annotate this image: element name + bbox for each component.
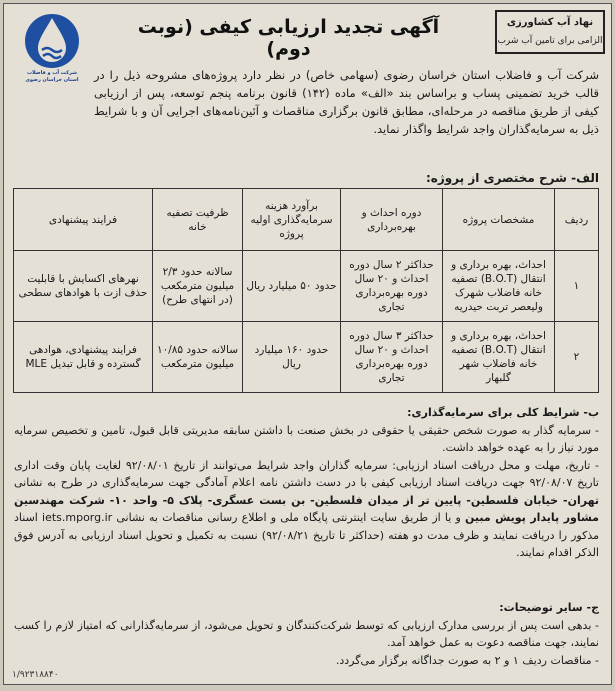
notice-code: ۱/۹۲۳۱۸۸۴۰	[12, 670, 59, 680]
org-box	[495, 10, 605, 54]
cell-capacity: سالانه حدود ۱۰/۸۵ میلیون مترمکعب	[153, 322, 243, 393]
cell-process: فرایند پیشنهادی، هوادهی گسترده و قابل تبدیل MLE	[14, 322, 153, 393]
company-logo	[14, 12, 90, 86]
cell-period: حداکثر ۲ سال دوره احداث و ۲۰ سال دوره بهره‌برداری تجاری	[341, 251, 443, 322]
section-c	[14, 599, 599, 669]
intro-paragraph: شرکت آب و فاضلاب استان خراسان رضوی (سهامی خاص) در نظر دارد پروژه‌های مشروحه ذیل را در قالب خرید تضمینی پساب و براساس بند «الف» ماده (۱۴۲) قانون برنامه پنجم توسعه، پس از ارزیابی کیفی از طریق مناقصه در مرحله‌ای، مطابق قانون برگزاری مناقصات و آئین‌نامه‌های اجرایی آن و با شرایط ذیل به سرمایه‌گذاران واجد شرایط واگذار نماید.	[94, 68, 600, 136]
cell-spec: احداث، بهره برداری و انتقال (B.O.T) تصفیه خانه فاضلاب شهر گلبهار	[443, 322, 555, 393]
col-header-spec: مشخصات پروژه	[443, 189, 555, 251]
water-drop-logo-icon	[22, 12, 82, 70]
org-line-1: نهاد آب کشاورزی	[506, 17, 594, 28]
notice-page	[3, 3, 612, 685]
col-header-row: ردیف	[555, 189, 599, 251]
notice-headline: آگهی تجدید ارزیابی کیفی (نوبت دوم)	[137, 16, 440, 60]
table-row	[14, 251, 599, 322]
logo-caption-1: شرکت آب و فاضلاب	[26, 70, 78, 76]
project-table	[13, 188, 599, 393]
section-b-para-2c: و یا از طریق سایت اینترنتی پایگاه ملی و اطلاع رسانی مناقصات به نشانی iets.mporg.ir اسناد مذکور را دریافت نمایند و ظرف مدت دو هفته (حداکثر تا تاریخ ۹۲/۰۸/۲۱) نسبت به تکمیل و تحویل اسناد ارزیابی به آدرس فوق الذکر اقدام نمایند.	[14, 511, 599, 559]
section-b-address: تهران- خیابان فلسطین- پایین تر از میدان فلسطین- بن بست عسگری- پلاک ۵- واحد ۱۰- شرکت مهندسین مشاور پایدار پویش مبین	[14, 493, 599, 524]
section-c-title: ج- سایر توضیحات:	[499, 601, 599, 614]
section-b-title: ب- شرایط کلی برای سرمایه‌گذاری:	[407, 406, 599, 419]
cell-no: ۱	[555, 251, 599, 322]
logo-caption-2: استان خراسان رضوی	[25, 77, 79, 83]
cell-no: ۲	[555, 322, 599, 393]
cell-period: حداکثر ۳ سال دوره احداث و ۲۰ سال دوره بهره‌برداری تجاری	[341, 322, 443, 393]
cell-cost: حدود ۱۶۰ میلیارد ریال	[243, 322, 341, 393]
section-b-para-2a: - تاریخ، مهلت و محل دریافت اسناد ارزیابی: سرمایه گذاران واجد شرایط می‌توانند از تاریخ ۹۲/۰۸/۰۱ لغایت پایان وقت اداری تاریخ ۹۲/۰۸/۰۷ جهت دریافت اسناد ارزیابی کیفی با در دست داشتن نامه اعلام آمادگی جهت سرمایه‌گذاری در طرح به نشانی	[14, 458, 599, 489]
cell-process: نهرهای اکسایش با قابلیت حذف ازت با هوادهای سطحی	[14, 251, 153, 322]
col-header-capacity: ظرفیت تصفیه خانه	[153, 189, 243, 251]
cell-spec: احداث، بهره برداری و انتقال (B.O.T) تصفیه خانه فاضلاب شهرک ولیعصر تربت حیدریه	[443, 251, 555, 322]
table-row	[14, 322, 599, 393]
section-a-title: الف- شرح مختصری از پروژه:	[425, 171, 599, 185]
cell-capacity: سالانه حدود ۲/۳ میلیون مترمکعب (در انتهای طرح)	[153, 251, 243, 322]
col-header-cost: برآورد هزینه سرمایه‌گذاری اولیه پروژه	[243, 189, 341, 251]
section-c-para-1: - بدهی است پس از بررسی مدارک ارزیابی که توسط شرکت‌کنندگان و تحویل می‌شود، از سرمایه‌گذارانی که امتیاز لازم را کسب نمایند، جهت مناقصه دعوت به عمل خواهد آمد.	[14, 618, 599, 649]
org-line-2: الزامی برای تامین آب شرب	[497, 36, 603, 46]
section-b-para-2	[14, 457, 599, 562]
col-header-period: دوره احداث و بهره‌برداری	[341, 189, 443, 251]
col-header-process: فرایند پیشنهادی	[14, 189, 153, 251]
section-b	[14, 404, 599, 562]
cell-cost: حدود ۵۰ میلیارد ریال	[243, 251, 341, 322]
section-b-para-1: - سرمایه گذار به صورت شخص حقیقی یا حقوقی در بخش صنعت با داشتن سابقه مدیریتی قابل قبول، تامین و تخصیص سرمایه مورد نیاز را به عهده خواهد داشت.	[14, 423, 599, 454]
section-c-para-2: - مناقصات ردیف ۱ و ۲ به صورت جداگانه برگزار می‌گردد.	[335, 653, 599, 667]
